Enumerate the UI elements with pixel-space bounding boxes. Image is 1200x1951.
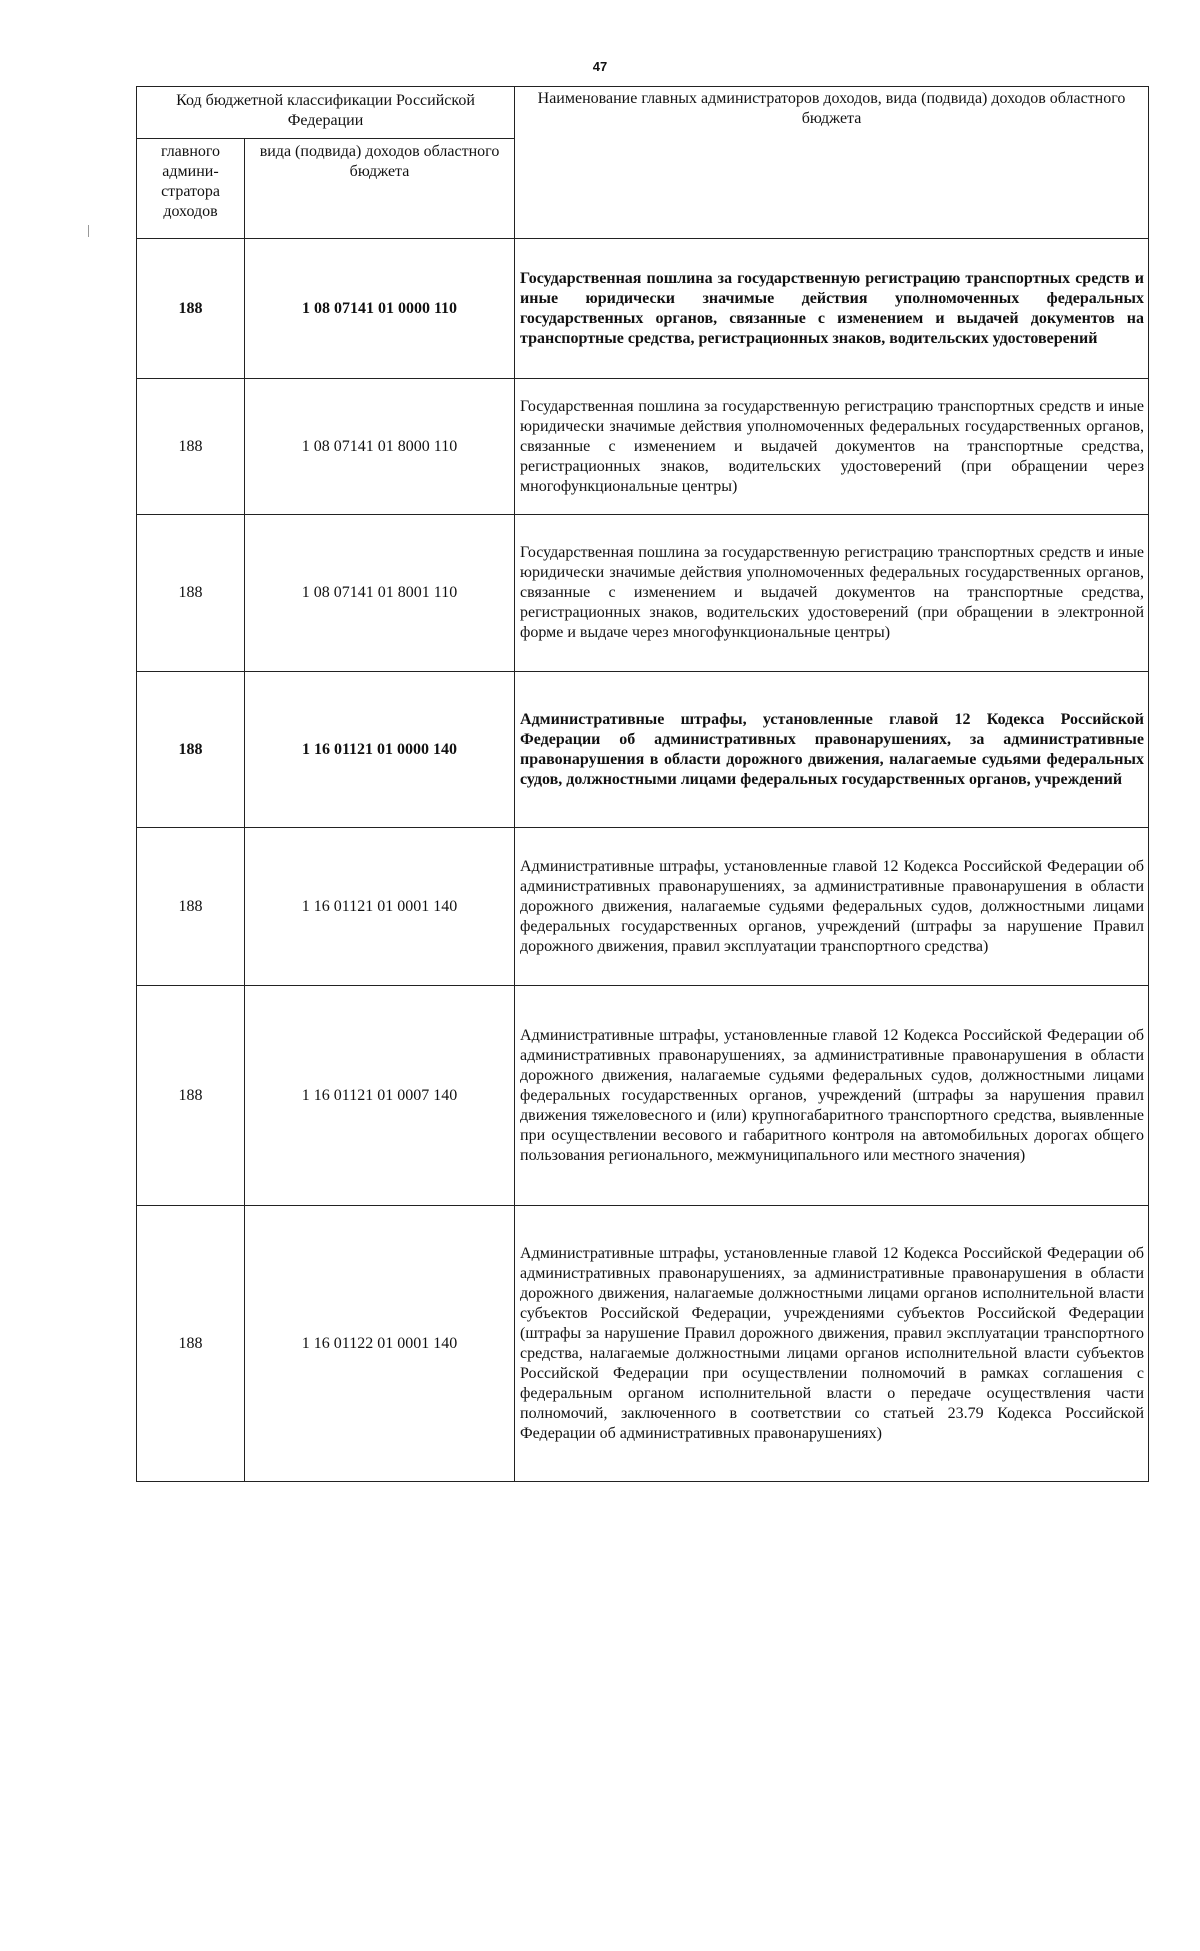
table-row <box>137 986 1149 1206</box>
revenue-name-cell: Государственная пошлина за государственную регистрацию транспортных средств и иные юридически значимые действия уполномоченных федеральных государственных органов, связанные с изменением и выдачей документов на транспортные средства, регистрационных знаков, водительских удостоверений (при обращении в электронной форме и выдаче через многофункциональные центры) <box>515 515 1149 672</box>
header-code-column: вида (подвида) доходов областного бюджета <box>245 139 515 239</box>
page-number: 47 <box>592 59 608 74</box>
revenue-code-cell: 1 08 07141 01 0000 110 <box>245 239 515 379</box>
revenue-name-cell: Государственная пошлина за государственную регистрацию транспортных средств и иные юридически значимые действия уполномоченных федеральных государственных органов, связанные с изменением и выдачей документов на транспортные средства, регистрационных знаков, водительских удостоверений (при обращении через многофункциональные центры) <box>515 379 1149 515</box>
revenue-code-cell: 1 16 01121 01 0001 140 <box>245 828 515 986</box>
admin-code-cell: 188 <box>137 672 245 828</box>
table-row <box>137 239 1149 379</box>
revenue-name-cell: Государственная пошлина за государственную регистрацию транспортных средств и иные юридически значимые действия уполномоченных федеральных государственных органов, связанные с изменением и выдачей документов на транспортные средства, регистрационных знаков, водительских удостоверений <box>515 239 1149 379</box>
revenue-name-cell: Административные штрафы, установленные главой 12 Кодекса Российской Федерации об административных правонарушениях, за административные правонарушения в области дорожного движения, налагаемые судьями федеральных судов, должностными лицами федеральных государственных органов, учреждений (штрафы за нарушение Правил дорожного движения, правил эксплуатации транспортного средства) <box>515 828 1149 986</box>
table-row <box>137 379 1149 515</box>
revenue-code-cell: 1 16 01121 01 0000 140 <box>245 672 515 828</box>
header-name-column: Наименование главных администраторов доходов, вида (подвида) доходов областного бюджета <box>515 87 1149 239</box>
header-code-group: Код бюджетной классификации Российской Федерации <box>137 87 515 139</box>
header-row-top <box>137 87 1149 139</box>
table-row <box>137 672 1149 828</box>
scan-mark <box>88 225 89 237</box>
table-row <box>137 828 1149 986</box>
revenue-code-cell: 1 16 01121 01 0007 140 <box>245 986 515 1206</box>
table-row <box>137 515 1149 672</box>
admin-code-cell: 188 <box>137 239 245 379</box>
revenue-name-cell: Административные штрафы, установленные главой 12 Кодекса Российской Федерации об административных правонарушениях, за административные правонарушения в области дорожного движения, налагаемые судьями федеральных судов, должностными лицами федеральных государственных органов, учреждений <box>515 672 1149 828</box>
revenue-code-cell: 1 16 01122 01 0001 140 <box>245 1206 515 1482</box>
revenue-name-cell: Административные штрафы, установленные главой 12 Кодекса Российской Федерации об административных правонарушениях, за административные правонарушения в области дорожного движения, налагаемые судьями федеральных судов, должностными лицами федеральных государственных органов, учреждений (штрафы за нарушения правил движения тяжеловесного и (или) крупногабаритного транспортного средства, выявленные при осуществлении весового и габаритного контроля на автомобильных дорогах общего пользования регионального, межмуниципального или местного значения) <box>515 986 1149 1206</box>
header-admin-column: главного админи-стратора доходов <box>137 139 245 239</box>
admin-code-cell: 188 <box>137 379 245 515</box>
budget-classification-table <box>136 86 1149 1482</box>
revenue-name-cell: Административные штрафы, установленные главой 12 Кодекса Российской Федерации об административных правонарушениях, за административные правонарушения в области дорожного движения, налагаемые должностными лицами органов исполнительной власти субъектов Российской Федерации, учреждениями субъектов Российской Федерации (штрафы за нарушение Правил дорожного движения, правил эксплуатации транспортного средства, налагаемые должностными лицами органов исполнительной власти субъектов Российской Федерации при осуществлении полномочий в рамках соглашения с федеральным органом исполнительной власти о передаче осуществления части полномочий, заключенного в соответствии со статьей 23.79 Кодекса Российской Федерации об административных правонарушениях) <box>515 1206 1149 1482</box>
admin-code-cell: 188 <box>137 986 245 1206</box>
admin-code-cell: 188 <box>137 828 245 986</box>
table-row <box>137 1206 1149 1482</box>
admin-code-cell: 188 <box>137 1206 245 1482</box>
revenue-code-cell: 1 08 07141 01 8001 110 <box>245 515 515 672</box>
admin-code-cell: 188 <box>137 515 245 672</box>
revenue-code-cell: 1 08 07141 01 8000 110 <box>245 379 515 515</box>
